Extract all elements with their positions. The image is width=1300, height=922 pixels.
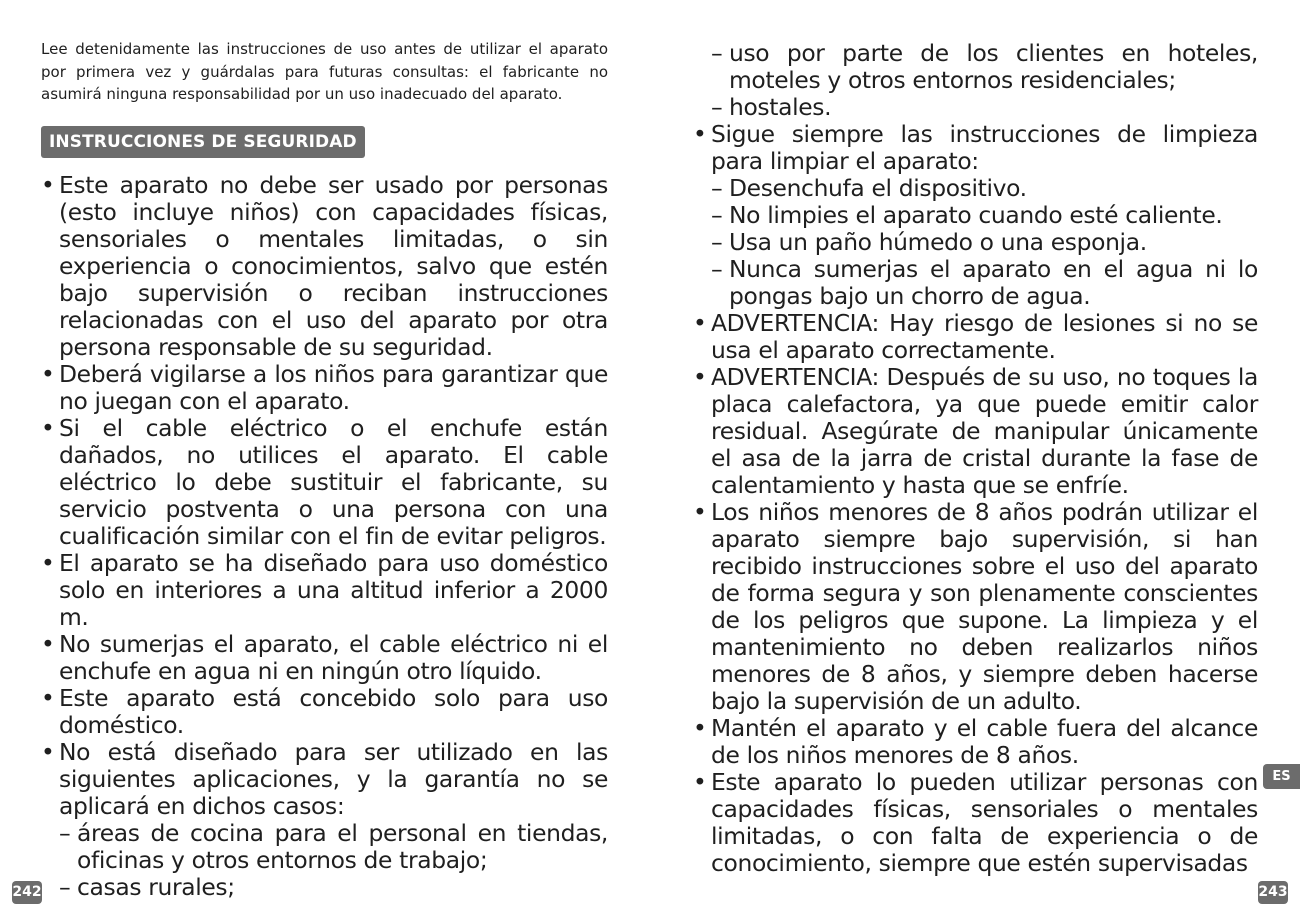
sub-list-item: – Desenchufa el dispositivo. xyxy=(693,175,1258,202)
list-item: • Mantén el aparato y el cable fuera del alcance de los niños menores de 8 años. xyxy=(693,715,1258,769)
sub-list-item: – casas rurales; xyxy=(41,874,608,901)
sub-list-item: – uso por parte de los clientes en hoteles, moteles y otros entornos residenciales; xyxy=(693,40,1258,94)
list-item-cleaning: • Sigue siempre las instrucciones de limpieza para limpiar el aparato: xyxy=(693,121,1258,175)
list-item: • Este aparato está concebido solo para uso doméstico. xyxy=(41,685,608,739)
list-item: • Si el cable eléctrico o el enchufe están dañados, no utilices el aparato. El cable eléctrico lo debe sustituir el fabricante, su servicio postventa o una persona con una cualificación similar con el fin de evitar peligros. xyxy=(41,415,608,550)
list-item: • El aparato se ha diseñado para uso doméstico solo en interiores a una altitud inferior a 2000 m. xyxy=(41,550,608,631)
list-item: • Este aparato no debe ser usado por personas (esto incluye niños) con capacidades físicas, sensoriales o mentales limitadas, o sin experiencia o conocimientos, salvo que estén bajo supervisión o reciban instrucciones relacionadas con el uso del aparato por otra persona responsable de su seguridad. xyxy=(41,172,608,361)
sub-list-item: – No limpies el aparato cuando esté caliente. xyxy=(693,202,1258,229)
sub-list-item: – áreas de cocina para el personal en tiendas, oficinas y otros entornos de trabajo; xyxy=(41,820,608,874)
list-item: • Este aparato lo pueden utilizar personas con capacidades físicas, sensoriales o mentales limitadas, o con falta de experiencia o de conocimiento, siempre que estén supervisadas xyxy=(693,769,1258,877)
sub-list-item: – Nunca sumerjas el aparato en el agua ni lo pongas bajo un chorro de agua. xyxy=(693,256,1258,310)
list-item: • No está diseñado para ser utilizado en las siguientes aplicaciones, y la garantía no se aplicará en dichos casos: xyxy=(41,739,608,820)
section-title: INSTRUCCIONES DE SEGURIDAD xyxy=(41,126,365,158)
intro-paragraph: Lee detenidamente las instrucciones de uso antes de utilizar el aparato por primera vez y guárdalas para futuras consultas: el fabricante no asumirá ninguna responsabilidad por un uso inadecuado del aparato. xyxy=(41,40,608,103)
list-item-warning: • ADVERTENCIA: Después de su uso, no toques la placa calefactora, ya que puede emitir calor residual. Asegúrate de manipular únicamente el asa de la jarra de cristal durante la fase de calentamiento y hasta que se enfríe. xyxy=(693,364,1258,499)
language-tab: ES xyxy=(1263,764,1300,789)
list-item: • Deberá vigilarse a los niños para garantizar que no juegan con el aparato. xyxy=(41,361,608,415)
left-column xyxy=(41,38,608,901)
list-item-warning: • ADVERTENCIA: Hay riesgo de lesiones si no se usa el aparato correctamente. xyxy=(693,310,1258,364)
right-column xyxy=(693,40,1258,877)
list-item: • No sumerjas el aparato, el cable eléctrico ni el enchufe en agua ni en ningún otro líquido. xyxy=(41,631,608,685)
sub-list-item: – hostales. xyxy=(693,94,1258,121)
safety-list xyxy=(41,172,608,901)
safety-list-continued xyxy=(693,40,1258,877)
sub-list-item: – Usa un paño húmedo o una esponja. xyxy=(693,229,1258,256)
page-number-left: 242 xyxy=(12,881,42,904)
list-item: • Los niños menores de 8 años podrán utilizar el aparato siempre bajo supervisión, si han recibido instrucciones sobre el uso del aparato de forma segura y son plenamente conscientes de los peligros que supone. La limpieza y el mantenimiento no deben realizarlos niños menores de 8 años, y siempre deben hacerse bajo la supervisión de un adulto. xyxy=(693,499,1258,715)
page-number-right: 243 xyxy=(1258,881,1288,904)
